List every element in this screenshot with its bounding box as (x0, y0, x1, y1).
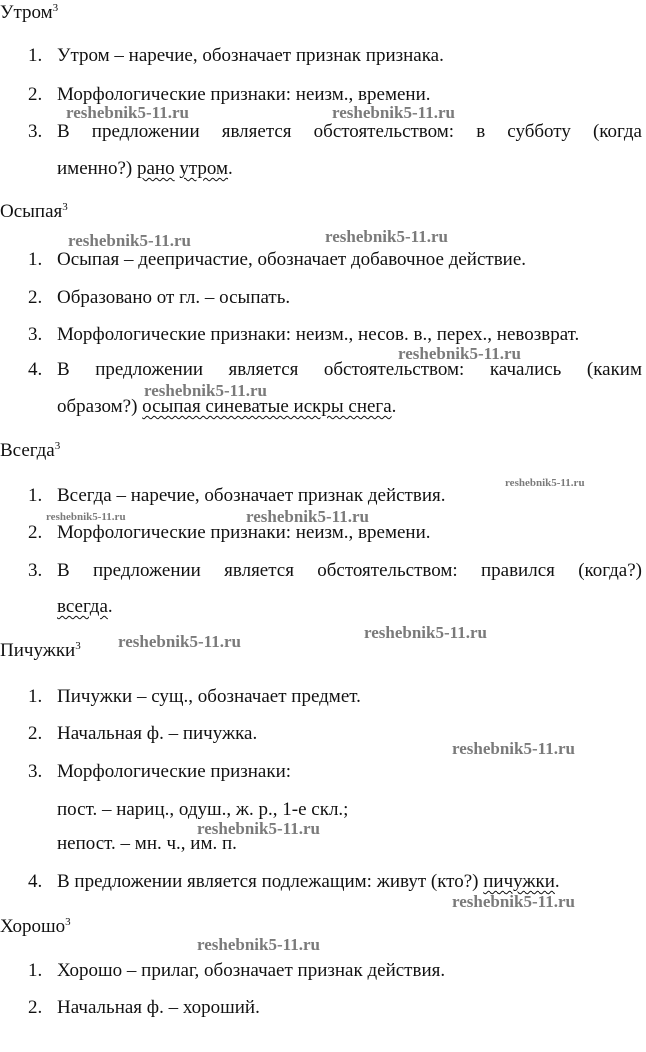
item-text: В предложении является обстоятельством: правился (когда?) (57, 560, 642, 581)
continuation-text: именно?) (57, 158, 137, 179)
section-heading-khorosho (0, 916, 71, 938)
item-text: Морфологические признаки: неизм., несов. в., перех., невозврат. (57, 324, 580, 345)
item-number: 4. (28, 359, 43, 380)
watermark: reshebnik5-11.ru (144, 381, 267, 400)
item-text: Пичужки – сущ., обозначает предмет. (57, 686, 361, 707)
item-text: Начальная ф. – хороший. (57, 997, 260, 1018)
watermark: reshebnik5-11.ru (246, 507, 369, 526)
item-number: 1. (28, 485, 43, 506)
list-item (28, 761, 642, 783)
section-heading-utrom (0, 2, 58, 24)
item-text: Хорошо – прилаг, обозначает признак действия. (57, 960, 446, 981)
punctuation: . (228, 158, 233, 179)
punctuation: . (107, 596, 113, 617)
footnote-mark: 3 (62, 201, 68, 213)
watermark: reshebnik5-11.ru (68, 231, 191, 250)
item-number: 2. (28, 84, 43, 105)
watermark: reshebnik5-11.ru (325, 227, 448, 246)
footnote-mark: 3 (54, 440, 61, 452)
item-number: 3. (28, 560, 43, 581)
item-continuation (57, 596, 642, 618)
heading-text: Осыпая (0, 201, 63, 222)
item-text: В предложении является подлежащим: живут (кто?) (57, 871, 484, 892)
item-number: 1. (28, 45, 43, 66)
list-item (28, 287, 642, 309)
punctuation: . (391, 396, 397, 417)
item-number: 2. (28, 997, 43, 1018)
watermark: reshebnik5-11.ru (197, 935, 320, 954)
underlined-phrase: осыпая синеватые искры снега (142, 396, 392, 417)
list-item (28, 45, 642, 67)
watermark: reshebnik5-11.ru (398, 344, 521, 363)
watermark: reshebnik5-11.ru (197, 819, 320, 838)
item-number: 1. (28, 960, 43, 981)
underlined-word: всегда (57, 596, 108, 617)
item-text: Всегда – наречие, обозначает признак действия. (57, 485, 446, 506)
list-item (28, 560, 642, 582)
footnote-mark: 3 (52, 2, 59, 14)
item-text: Морфологические признаки: неизм., времени. (57, 84, 431, 105)
watermark: reshebnik5-11.ru (66, 103, 189, 122)
list-item (28, 871, 642, 893)
heading-text: Утром (0, 2, 53, 23)
list-item (28, 249, 642, 271)
item-number: 2. (28, 287, 43, 308)
watermark: reshebnik5-11.ru (452, 892, 575, 911)
footnote-mark: 3 (75, 640, 81, 652)
item-continuation: пост. – нариц., одуш., ж. р., 1-е скл.; (57, 799, 349, 820)
item-number: 3. (28, 121, 43, 142)
item-text: Утром – наречие, обозначает признак признака. (57, 45, 444, 66)
list-item (28, 359, 642, 381)
item-text: Осыпая – деепричастие, обозначает добавочное действие. (57, 249, 527, 270)
watermark: reshebnik5-11.ru (452, 739, 575, 758)
item-text: Образовано от гл. – осыпать. (57, 287, 291, 308)
watermark: reshebnik5-11.ru (118, 632, 241, 651)
item-number: 3. (28, 761, 43, 782)
watermark: reshebnik5-11.ru (332, 103, 455, 122)
list-item (28, 686, 642, 708)
list-item (28, 960, 642, 982)
underlined-word: рано (136, 158, 175, 179)
item-text: В предложении является обстоятельством: в субботу (когда (57, 121, 642, 142)
section-heading-pichuzhki (0, 640, 81, 662)
heading-text: Пичужки (0, 640, 76, 661)
footnote-mark: 3 (65, 916, 71, 928)
continuation-text: образом?) (57, 396, 143, 417)
punctuation: . (554, 871, 560, 892)
watermark: reshebnik5-11.ru (364, 623, 487, 642)
item-number: 2. (28, 522, 43, 543)
item-text: В предложении является обстоятельством: качались (каким (57, 359, 642, 380)
item-number: 4. (28, 871, 43, 892)
underlined-word: утром (179, 158, 229, 179)
item-text: Морфологические признаки: (57, 761, 292, 782)
list-item (28, 324, 642, 346)
item-number: 1. (28, 686, 43, 707)
item-number: 3. (28, 324, 43, 345)
item-number: 1. (28, 249, 43, 270)
item-text: Морфологические признаки: неизм., времени. (57, 522, 431, 543)
section-heading-vsegda (0, 440, 60, 462)
item-number: 2. (28, 723, 43, 744)
item-continuation (57, 158, 642, 180)
item-text: Начальная ф. – пичужка. (57, 723, 258, 744)
heading-text: Хорошо (0, 916, 66, 937)
underlined-word: пичужки (483, 871, 555, 892)
section-heading-osypaya (0, 201, 68, 223)
item-continuation: непост. – мн. ч., им. п. (57, 833, 237, 854)
watermark: reshebnik5-11.ru (46, 511, 126, 523)
heading-text: Всегда (0, 440, 55, 461)
list-item (28, 121, 642, 143)
list-item (28, 997, 642, 1019)
watermark: reshebnik5-11.ru (505, 477, 585, 489)
